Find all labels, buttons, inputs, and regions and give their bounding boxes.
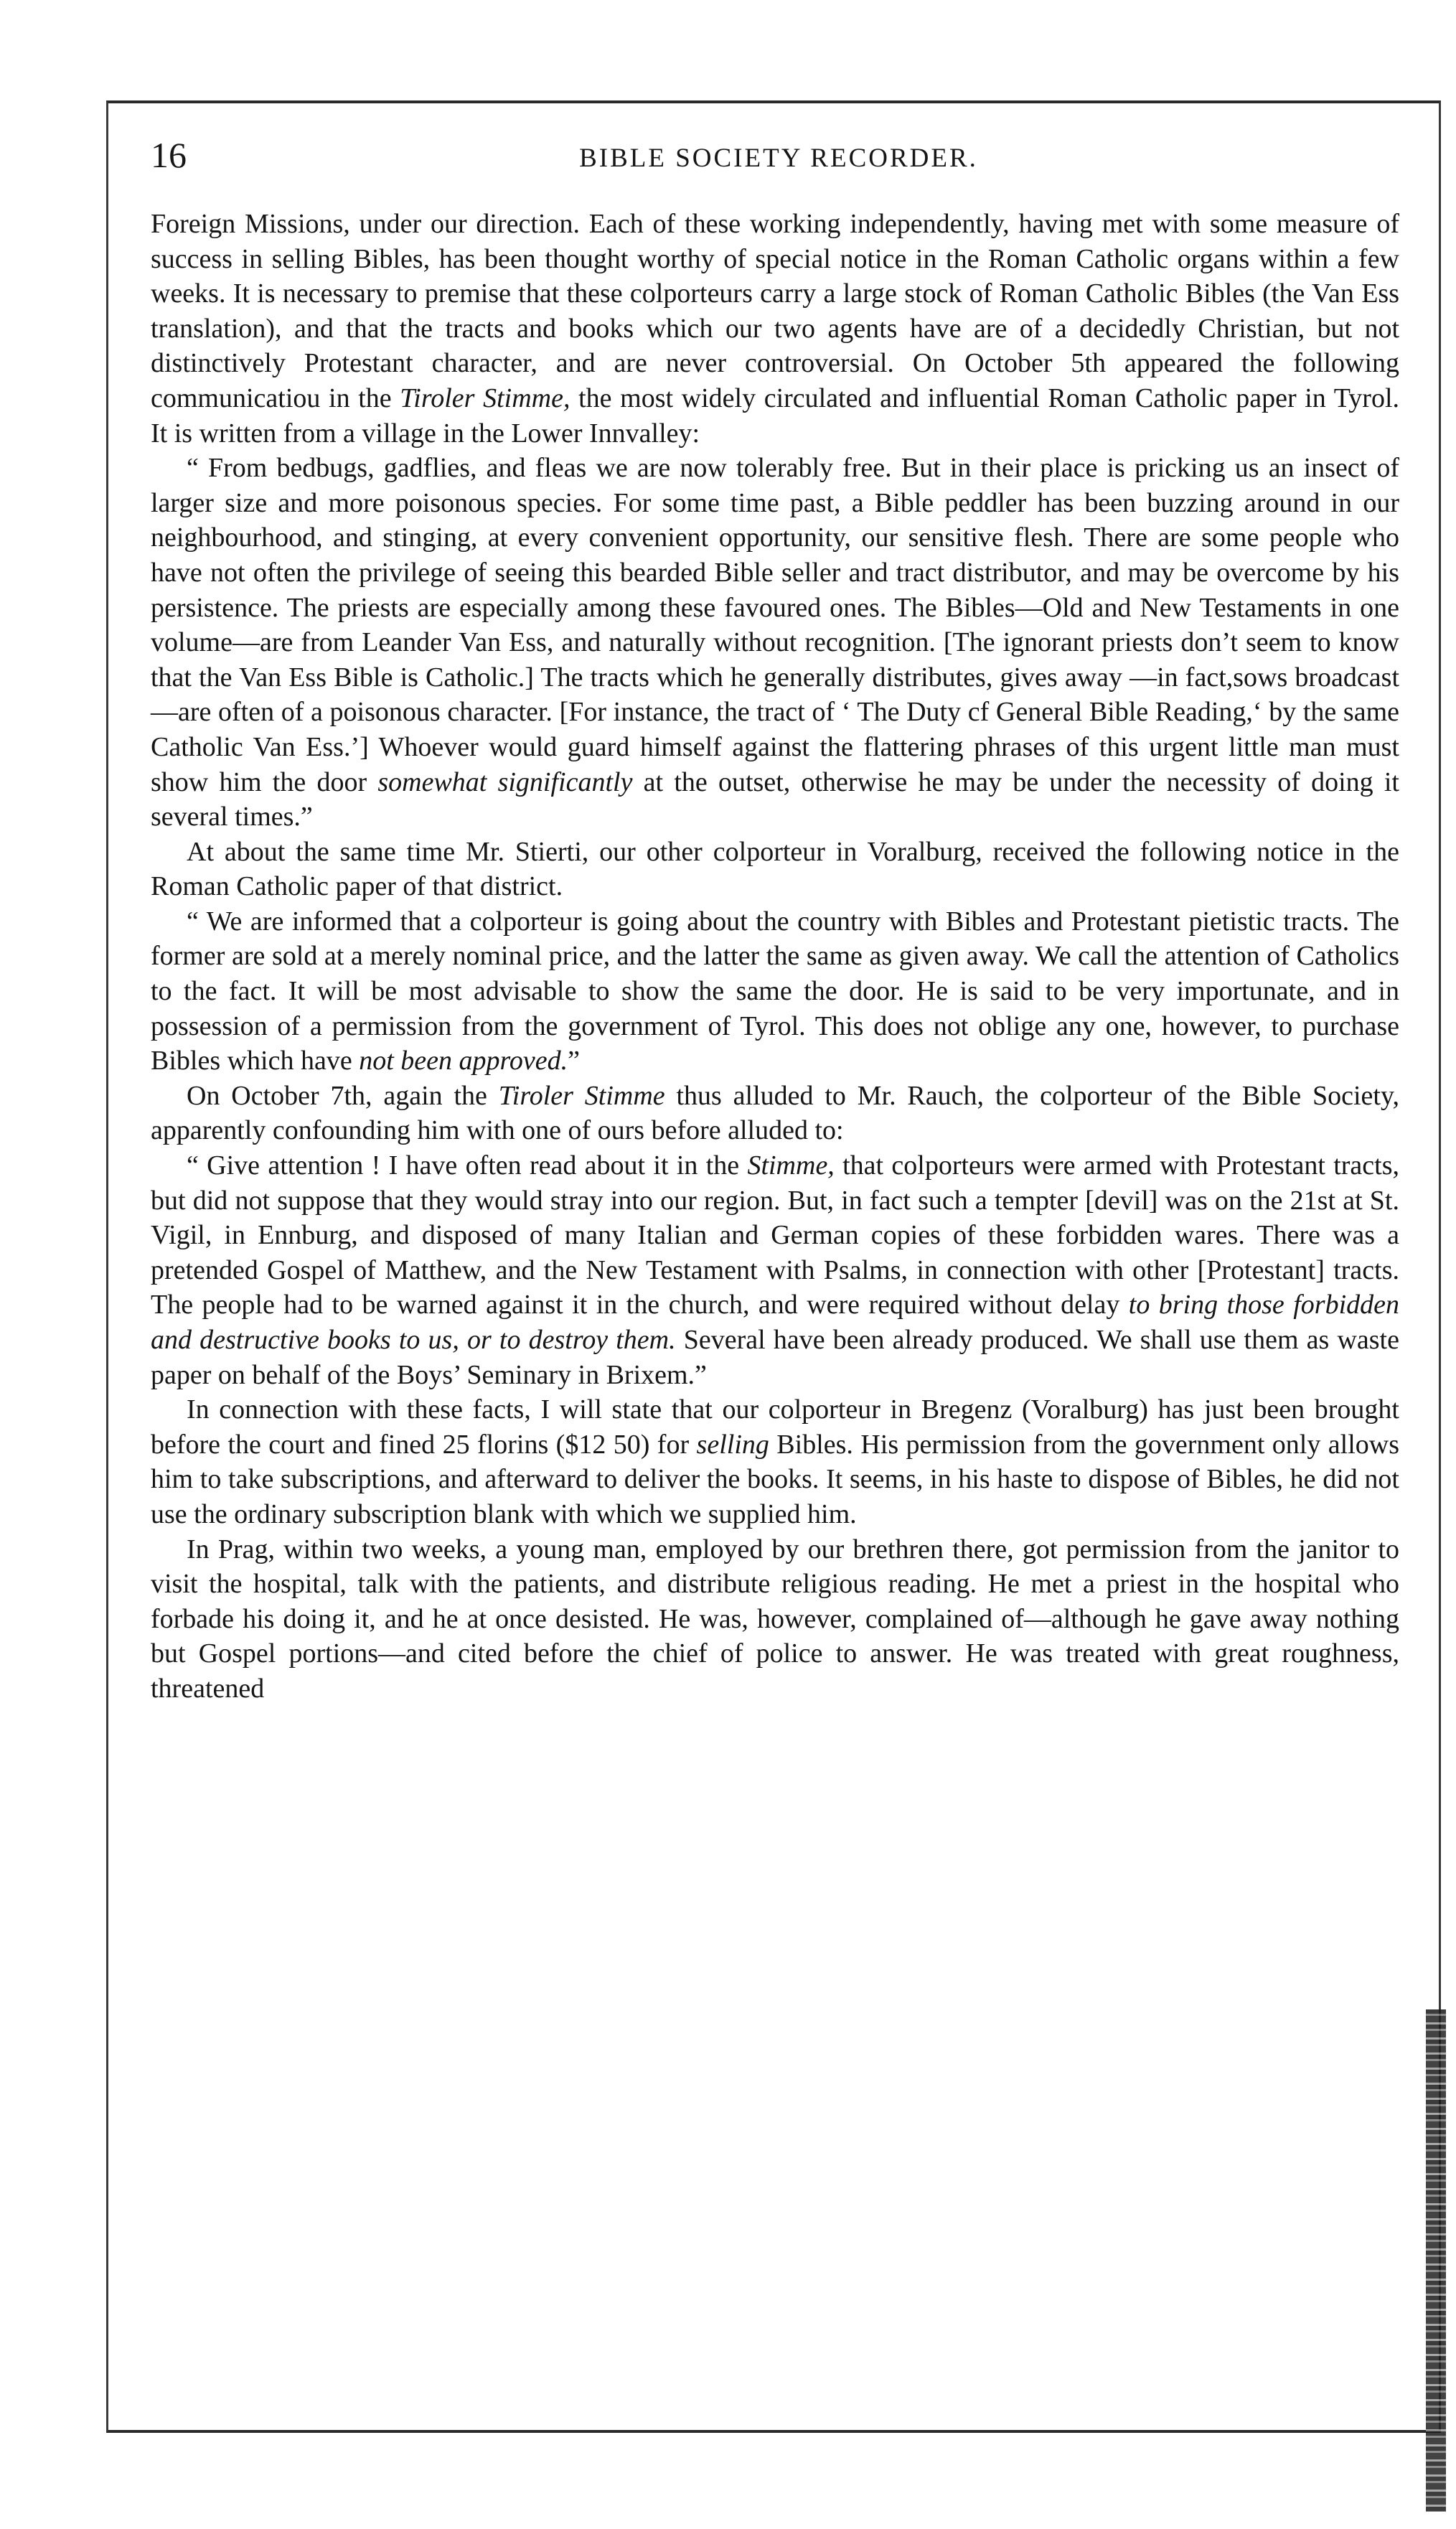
- text-segment: Foreign Missions, under our direction. Each of these working independently, having met with some measure of success in selling Bibles, has been thought worthy of special notice in the Roman Catholic organs within a few weeks. It is necessary to premise that these colporteurs carry a large stock of Roman Catholic Bibles (the Van Ess translation), and that the tracts and books which our two agents have are of a decidedly Christian, but not distinctively Protestant character, and are never controversial. On October 5th appeared the following communicatiou in the: [151, 209, 1399, 413]
- text-segment: In Prag, within two weeks, a young man, employed by our brethren there, got permission from the janitor to visit the hospital, talk with the patients, and distribute religious reading. He met a priest in the hospital who forbade his doing it, and he at once desisted. He was, however, complained of—although he gave away nothing but Gospel portions—and cited before the chief of police to answer. He was treated with great roughness, threatened: [151, 1534, 1399, 1704]
- italic-text-segment: Stimme,: [747, 1150, 835, 1181]
- paragraph: [151, 1532, 1399, 1707]
- text-segment: “ From bedbugs, gadflies, and fleas we are now tolerably free. But in their place is pricking us an insect of larger size and more poisonous species. For some time past, a Bible peddler has been buzzing around in our neighbourhood, and stinging, at every convenient opportunity, our sensitive flesh. There are some people who have not often the privilege of seeing this bearded Bible seller and tract distributor, and may be overcome by his persistence. The priests are especially among these favoured ones. The Bibles—Old and New Testaments in one volume—are from Leander Van Ess, and naturally without recognition. [The ignorant priests don’t seem to know that the Van Ess Bible is Catholic.] The tracts which he generally distributes, gives away —in fact,sows broadcast—are often of a poisonous character. [For instance, the tract of ‘ The Duty cf General Bible Reading,‘ by the same Catholic Van Ess.’] Whoever would guard himself against the flattering phrases of this urgent little man must show him the door: [151, 453, 1399, 797]
- text-segment: at the outset, otherwise he may be under the necessity of doing it several times.”: [151, 766, 1399, 832]
- text-segment: the most widely circulated and influential Roman Catholic paper in Tyrol. It is written from a village in the Lower Innvalley:: [151, 383, 1399, 449]
- paragraph: [151, 1148, 1399, 1392]
- paragraph: [151, 451, 1399, 835]
- text-segment: “ Give attention ! I have often read about it in the: [187, 1150, 748, 1181]
- text-segment: At about the same time Mr. Stierti, our other colporteur in Voralburg, received the following notice in the Roman Catholic paper of that district.: [151, 836, 1399, 902]
- italic-text-segment: somewhat significantly: [377, 766, 633, 797]
- running-head: [151, 133, 1406, 184]
- text-segment: In connection with these facts, I will state that our colporteur in Bregenz (Voralburg) has just been brought before the court and fined 25 florins ($12 50) for: [151, 1394, 1399, 1460]
- italic-text-segment: selling: [696, 1429, 769, 1460]
- italic-text-segment: not been approved.: [359, 1046, 568, 1076]
- page-edge-scan-artifact: [1426, 2009, 1446, 2512]
- text-segment: On October 7th, again the: [187, 1080, 499, 1111]
- paragraph: [151, 904, 1399, 1079]
- italic-text-segment: Tiroler Stimme,: [400, 383, 570, 413]
- text-segment: Bibles. His permission from the government only allows him to take subscriptions, and afterward to deliver the books. It seems, in his haste to dispose of Bibles, he did not use the ordinary subscription blank with which we supplied him.: [151, 1429, 1399, 1529]
- page-number: 16: [151, 135, 187, 175]
- paragraph: [151, 1392, 1399, 1531]
- text-segment: Several have been already produced. We shall use them as waste paper on behalf of the Boys’ Seminary in Brixem.”: [151, 1325, 1399, 1390]
- paragraph: [151, 207, 1399, 451]
- text-segment: “ We are informed that a colporteur is going about the country with Bibles and Protestant pietistic tracts. The former are sold at a merely nominal price, and the latter the same as given away. We call the attention of Catholics to the fact. It will be most advisable to show the same the door. He is said to be very importunate, and in possession of a permission from the government of Tyrol. This does not oblige any one, however, to purchase Bibles which have: [151, 906, 1399, 1076]
- journal-title: BIBLE SOCIETY RECORDER.: [579, 144, 978, 173]
- italic-text-segment: to bring those forbidden and destructive books to us, or to destroy them.: [151, 1290, 1399, 1355]
- text-segment: thus alluded to Mr. Rauch, the colporteur of the Bible Society, apparently confounding him with one of ours before alluded to:: [151, 1080, 1399, 1146]
- paragraph: [151, 1079, 1399, 1148]
- text-segment: ”: [568, 1046, 580, 1076]
- text-segment: that colporteurs were armed with Protestant tracts, but did not suppose that they would stray into our region. But, in fact such a tempter [devil] was on the 21st at St. Vigil, in Ennburg, and disposed of many Italian and German copies of these forbidden wares. There was a pretended Gospel of Matthew, and the New Testament with Psalms, in connection with other [Protestant] tracts. The people had to be warned against it in the church, and were required without delay: [151, 1150, 1399, 1320]
- paragraph: [151, 835, 1399, 904]
- article-body: [151, 207, 1399, 1707]
- italic-text-segment: Tiroler Stimme: [498, 1080, 665, 1111]
